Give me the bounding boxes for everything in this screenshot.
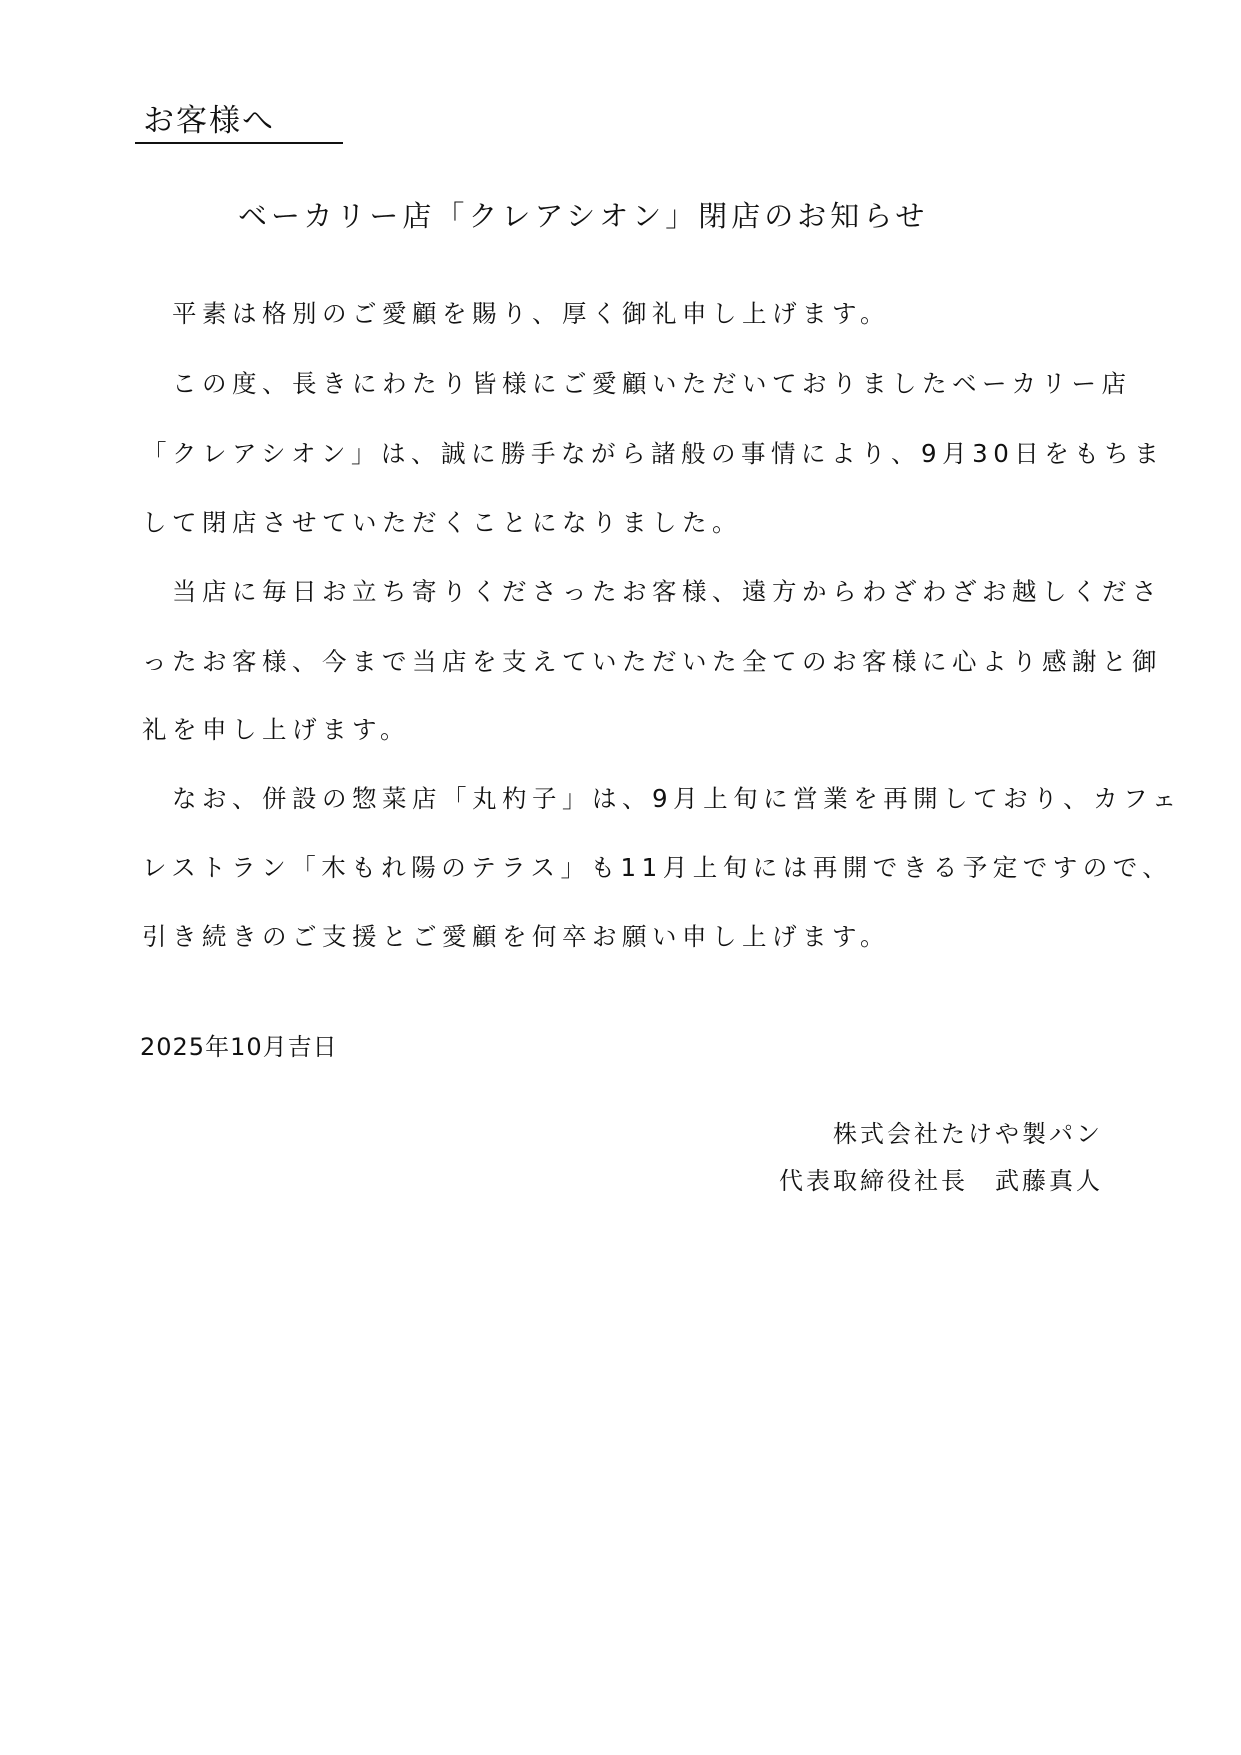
representative-name: 代表取締役社長 武藤真人 bbox=[779, 1167, 1103, 1195]
body-line: 礼を申し上げます。 bbox=[142, 715, 411, 744]
body-line: 平素は格別のご愛顧を賜り、厚く御礼申し上げます。 bbox=[142, 299, 891, 328]
company-name: 株式会社たけや製パン bbox=[833, 1120, 1103, 1148]
body-line: ったお客様、今まで当店を支えていただいた全てのお客様に心より感謝と御 bbox=[142, 647, 1162, 676]
issue-date: 2025年10月吉日 bbox=[140, 1033, 338, 1061]
body-line: 「クレアシオン」は、誠に勝手ながら諸般の事情により、9月30日をもちま bbox=[142, 439, 1165, 468]
body-line: なお、併設の惣菜店「丸杓子」は、9月上旬に営業を再開しており、カフェ bbox=[142, 784, 1182, 813]
body-line: 引き続きのご支援とご愛顧を何卒お願い申し上げます。 bbox=[142, 922, 891, 951]
body-line: レストラン「木もれ陽のテラス」も11月上旬には再開できる予定ですので、 bbox=[142, 853, 1173, 882]
salutation: お客様へ bbox=[135, 100, 343, 144]
body-line: この度、長きにわたり皆様にご愛顧いただいておりましたベーカリー店 bbox=[142, 369, 1132, 398]
body-line: して閉店させていただくことになりました。 bbox=[142, 508, 742, 537]
body-line: 当店に毎日お立ち寄りくださったお客様、遠方からわざわざお越しくださ bbox=[142, 577, 1162, 606]
notice-title: ベーカリー店「クレアシオン」閉店のお知らせ bbox=[238, 199, 929, 233]
